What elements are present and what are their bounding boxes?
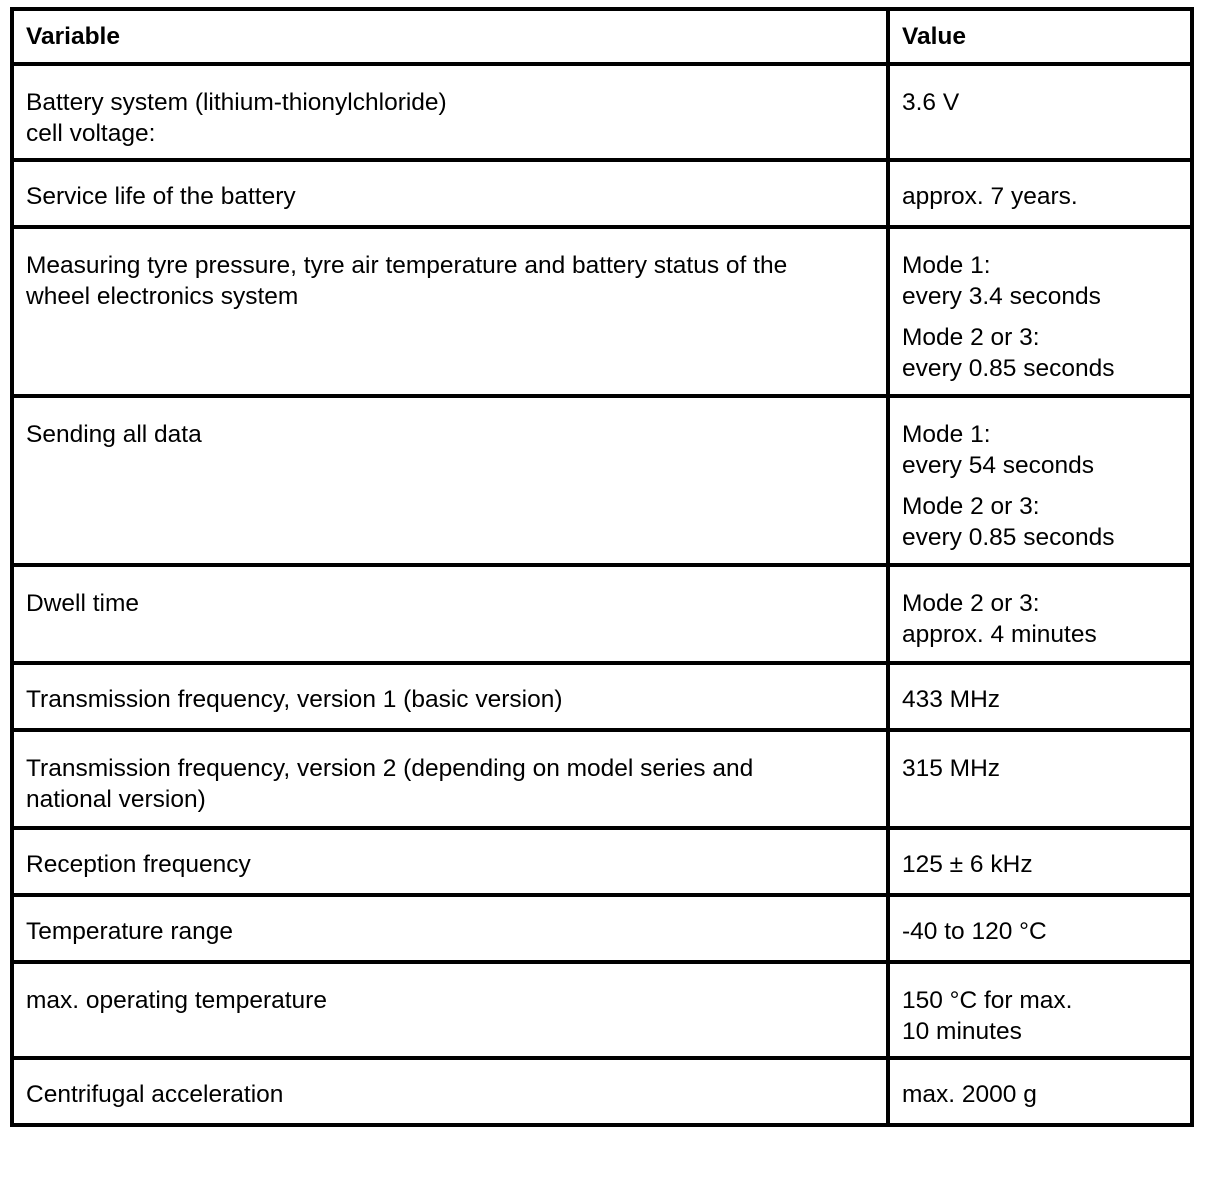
value-line: Mode 2 or 3:	[902, 493, 1040, 520]
value-line: 315 MHz	[902, 755, 1001, 782]
value-line: every 3.4 seconds	[902, 283, 1101, 310]
value-cell	[888, 565, 1192, 663]
value-line: approx. 7 years.	[902, 183, 1078, 210]
value-line: Mode 2 or 3:	[902, 324, 1040, 351]
variable-line: cell voltage:	[26, 120, 156, 147]
value-line: -40 to 120 °C	[902, 918, 1047, 945]
value-line: every 54 seconds	[902, 452, 1095, 479]
value-cell	[888, 730, 1192, 828]
variable-cell	[12, 895, 888, 962]
variable-line: Temperature range	[26, 918, 234, 945]
table-row	[12, 663, 1192, 730]
variable-line: Reception frequency	[26, 851, 251, 878]
table-row	[12, 1058, 1192, 1125]
value-paragraph	[902, 250, 1180, 312]
value-paragraph	[902, 419, 1180, 481]
table-row	[12, 828, 1192, 895]
value-cell	[888, 160, 1192, 227]
value-line: 433 MHz	[902, 686, 1001, 713]
variable-line: max. operating temperature	[26, 987, 327, 1014]
value-cell	[888, 64, 1192, 160]
value-line: approx. 4 minutes	[902, 621, 1097, 648]
variable-line: Battery system (lithium-thionylchloride)	[26, 89, 447, 116]
value-line: Mode 2 or 3:	[902, 590, 1040, 617]
variable-cell	[12, 64, 888, 160]
specification-table	[10, 7, 1194, 1127]
value-paragraph	[902, 181, 1180, 212]
table-row	[12, 730, 1192, 828]
value-cell	[888, 962, 1192, 1058]
variable-cell	[12, 565, 888, 663]
table-row	[12, 160, 1192, 227]
value-paragraph	[902, 753, 1180, 784]
variable-cell	[12, 1058, 888, 1125]
variable-cell	[12, 227, 888, 396]
variable-cell	[12, 396, 888, 565]
variable-cell	[12, 962, 888, 1058]
value-cell	[888, 1058, 1192, 1125]
value-paragraph	[902, 491, 1180, 553]
variable-line: Dwell time	[26, 590, 139, 617]
value-line: 150 °C for max.	[902, 987, 1073, 1014]
value-paragraph	[902, 684, 1180, 715]
value-line: Mode 1:	[902, 252, 991, 279]
variable-cell	[12, 160, 888, 227]
value-paragraph	[902, 87, 1180, 118]
table-row	[12, 64, 1192, 160]
value-paragraph	[902, 849, 1180, 880]
variable-line: Transmission frequency, version 1 (basic version)	[26, 686, 563, 713]
variable-cell	[12, 730, 888, 828]
value-line: 3.6 V	[902, 89, 960, 116]
variable-column-header: Variable	[12, 9, 888, 64]
variable-line: national version)	[26, 786, 206, 813]
value-line: max. 2000 g	[902, 1081, 1037, 1108]
value-cell	[888, 396, 1192, 565]
value-paragraph	[902, 1079, 1180, 1110]
variable-cell	[12, 828, 888, 895]
value-line: 125 ± 6 kHz	[902, 851, 1033, 878]
table-row	[12, 396, 1192, 565]
value-line: every 0.85 seconds	[902, 524, 1115, 551]
table-row	[12, 895, 1192, 962]
variable-line: Centrifugal acceleration	[26, 1081, 284, 1108]
table-row	[12, 962, 1192, 1058]
value-line: Mode 1:	[902, 421, 991, 448]
variable-line: Transmission frequency, version 2 (depending on model series and	[26, 755, 754, 782]
table-row	[12, 227, 1192, 396]
value-cell	[888, 227, 1192, 396]
table-body	[12, 64, 1192, 1125]
value-paragraph	[902, 985, 1180, 1047]
header-row	[12, 9, 1192, 64]
variable-line: Sending all data	[26, 421, 202, 448]
variable-line: Measuring tyre pressure, tyre air temperature and battery status of the	[26, 252, 788, 279]
value-line: every 0.85 seconds	[902, 355, 1115, 382]
value-paragraph	[902, 322, 1180, 384]
value-cell	[888, 663, 1192, 730]
table-row	[12, 565, 1192, 663]
variable-cell	[12, 663, 888, 730]
variable-line: wheel electronics system	[26, 283, 299, 310]
value-column-header: Value	[888, 9, 1192, 64]
value-line: 10 minutes	[902, 1018, 1022, 1045]
value-paragraph	[902, 916, 1180, 947]
value-paragraph	[902, 588, 1180, 650]
value-cell	[888, 895, 1192, 962]
variable-line: Service life of the battery	[26, 183, 296, 210]
value-cell	[888, 828, 1192, 895]
